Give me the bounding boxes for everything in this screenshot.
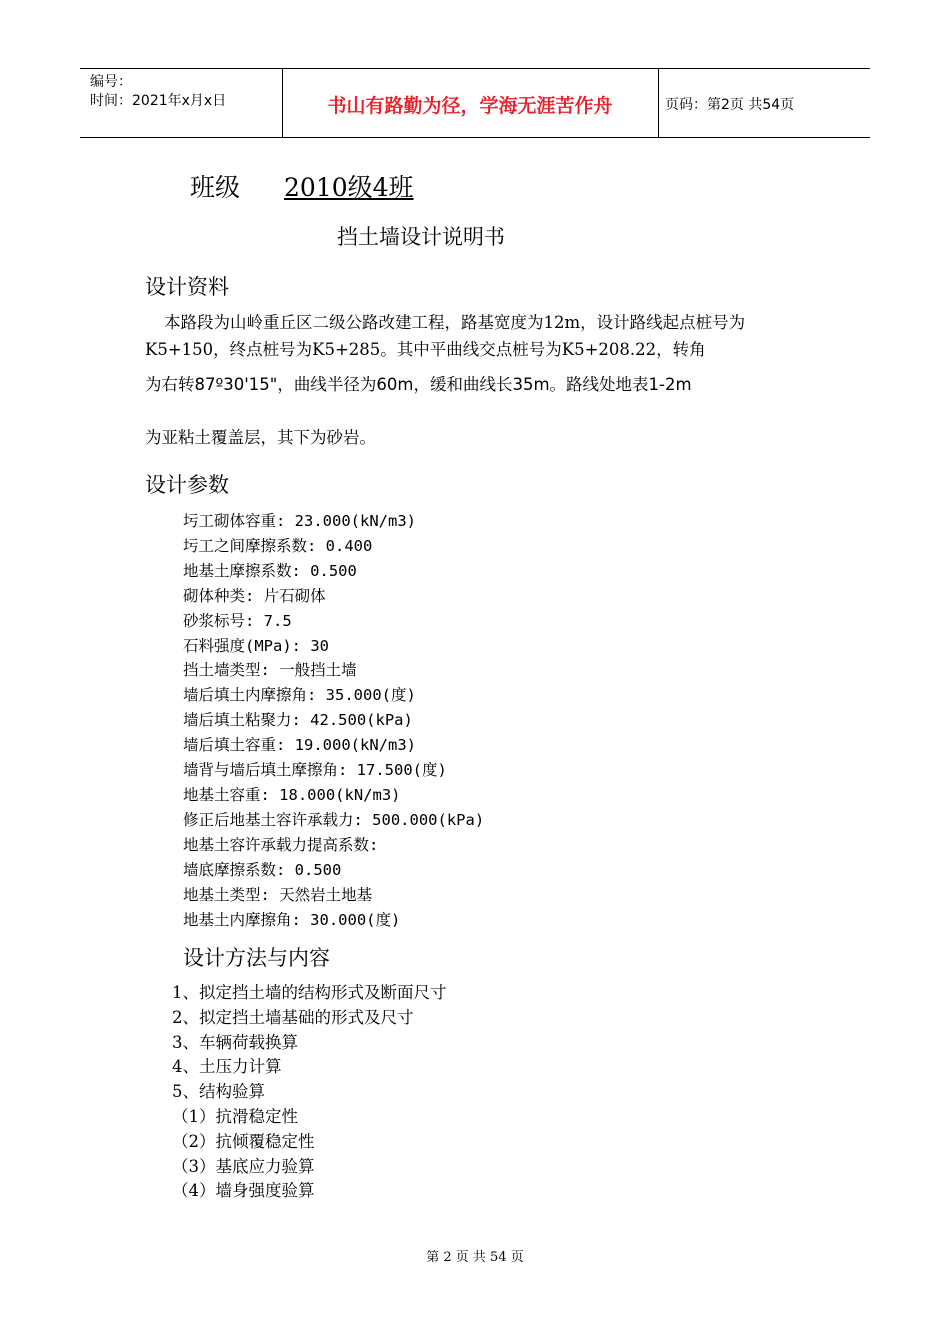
materials-line-2: 为右转87º30'15"，曲线半径为60m，缓和曲线长35m。路线处地表1-2m (145, 375, 692, 394)
param-item: 地基土摩擦系数: 0.500 (183, 561, 357, 580)
param-item: 圬工砌体容重: 23.000(kN/m3) (183, 512, 416, 530)
step-item: 1、拟定挡土墙的结构形式及断面尺寸 (172, 983, 447, 1002)
param-item: 石料强度(MPa): 30 (183, 636, 329, 655)
number-label: 编号： (90, 74, 132, 90)
header-motto: 书山有路勤为径，学海无涯苦作舟 (327, 95, 613, 117)
step-item: （3）基底应力验算 (172, 1156, 315, 1176)
step-item: 4、土压力计算 (172, 1057, 282, 1077)
param-item: 地基土内摩擦角: 30.000(度) (183, 910, 401, 929)
params-list (183, 509, 484, 932)
section-heading-materials: 设计资料 (145, 275, 229, 299)
section-heading-methods: 设计方法与内容 (183, 946, 330, 970)
param-item: 墙后填土容重: 19.000(kN/m3) (183, 736, 416, 755)
time-label: 时间：2021年x月x日 (90, 93, 227, 109)
param-item: 圬工之间摩擦系数: 0.400 (183, 536, 373, 555)
param-item: 地基土类型: 天然岩土地基 (183, 885, 373, 904)
header-divider (658, 69, 659, 137)
step-item: （4）墙身强度验算 (172, 1181, 315, 1201)
param-item: 墙后填土粘聚力: 42.500(kPa) (183, 711, 413, 730)
param-item: 修正后地基土容许承载力: 500.000(kPa) (183, 810, 485, 829)
param-item: 墙后填土内摩擦角: 35.000(度) (183, 686, 416, 705)
class-value: 2010级4班 (284, 173, 414, 202)
step-item: 5、结构验算 (172, 1082, 265, 1102)
param-item: 地基土容许承载力提高系数: (183, 835, 379, 854)
materials-paragraph: 本路段为山岭重丘区二级公路改建工程，路基宽度为12m，设计路线起点桩号为K5+150，终点桩号为K5+285。其中平曲线交点桩号为K5+208.22，转角 (145, 313, 746, 359)
header-meta (90, 73, 226, 111)
page-footer: 第 2 页 共 54 页 (426, 1250, 524, 1265)
class-line (190, 168, 414, 204)
materials-line-3: 为亚粘土覆盖层，其下为砂岩。 (145, 428, 376, 447)
param-item: 墙底摩擦系数: 0.500 (183, 860, 342, 879)
section-heading-params: 设计参数 (145, 473, 229, 497)
page-header (80, 68, 870, 138)
param-item: 墙背与墙后填土摩擦角: 17.500(度) (183, 761, 447, 780)
step-item: （2）抗倾覆稳定性 (172, 1131, 315, 1151)
param-item: 砂浆标号: 7.5 (183, 611, 292, 630)
step-item: 2、拟定挡土墙基础的形式及尺寸 (172, 1007, 414, 1027)
step-item: （1）抗滑稳定性 (172, 1106, 298, 1126)
param-item: 挡土墙类型: 一般挡土墙 (183, 661, 357, 680)
class-label: 班级 (190, 173, 241, 202)
step-item: 3、车辆荷载换算 (172, 1032, 298, 1052)
param-item: 砌体种类: 片石砌体 (183, 586, 326, 605)
steps-list (172, 981, 447, 1204)
document-title: 挡土墙设计说明书 (337, 225, 505, 249)
param-item: 地基土容重: 18.000(kN/m3) (183, 785, 401, 804)
header-page-code: 页码：第2页 共54页 (665, 97, 795, 113)
